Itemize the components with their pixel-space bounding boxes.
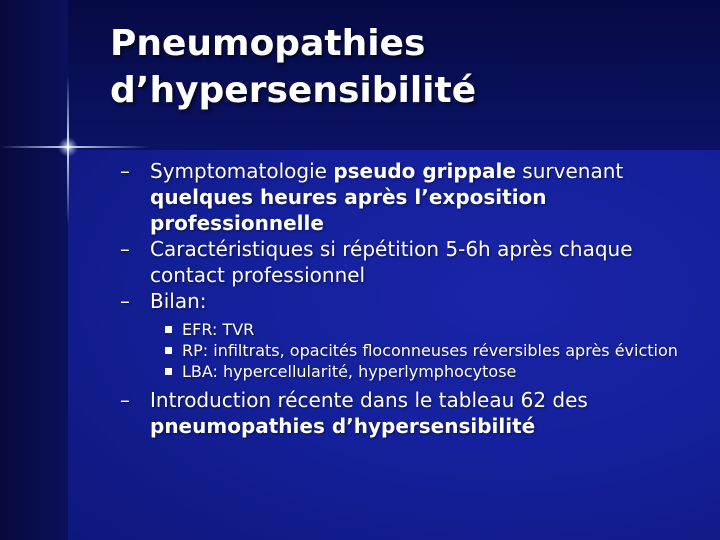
bullet-item-symptoms: [120, 158, 690, 236]
bullet-item-introduction: [120, 387, 690, 439]
slide-title-line-1: Pneumopathies: [110, 23, 426, 64]
bullet-item-characteristics: [120, 236, 690, 288]
square-bullet-icon: [165, 347, 172, 354]
sub-item-text: LBA: hypercellularité, hyperlymphocytose: [182, 362, 517, 381]
sub-item-efr: [120, 320, 690, 339]
square-bullet-icon: [165, 326, 172, 333]
square-bullet-icon: [165, 368, 172, 375]
symptoms-text-bold: pseudo grippale: [333, 159, 516, 183]
dash-marker: –: [120, 388, 130, 412]
dash-marker: –: [120, 237, 130, 261]
slide-title: [110, 20, 690, 114]
symptoms-text-end: quelques heures après l’exposition professionnelle: [150, 185, 547, 235]
sub-item-text: EFR: TVR: [182, 320, 255, 339]
slide-title-line-2: d’hypersensibilité: [110, 70, 477, 111]
sub-item-lba: [120, 362, 690, 381]
symptoms-text-start: Symptomatologie: [150, 159, 334, 183]
bullet-item-bilan: [120, 288, 690, 314]
dash-marker: –: [120, 159, 130, 183]
left-decorative-band: [0, 0, 68, 540]
bilan-text: Bilan:: [150, 289, 207, 313]
introduction-text: Introduction récente dans le tableau 62 des: [150, 388, 588, 412]
slide-body: [120, 158, 690, 439]
introduction-text-bold: pneumopathies d’hypersensibilité: [150, 414, 536, 438]
sub-item-rp: [120, 341, 690, 360]
characteristics-text: Caractéristiques si répétition 5-6h après chaque contact professionnel: [150, 237, 633, 287]
bilan-sublist: [120, 320, 690, 381]
light-flare-center: [58, 137, 78, 157]
sub-item-text: RP: infiltrats, opacités floconneuses réversibles après éviction: [182, 341, 678, 360]
dash-marker: –: [120, 289, 130, 313]
symptoms-text-mid: survenant: [515, 159, 624, 183]
